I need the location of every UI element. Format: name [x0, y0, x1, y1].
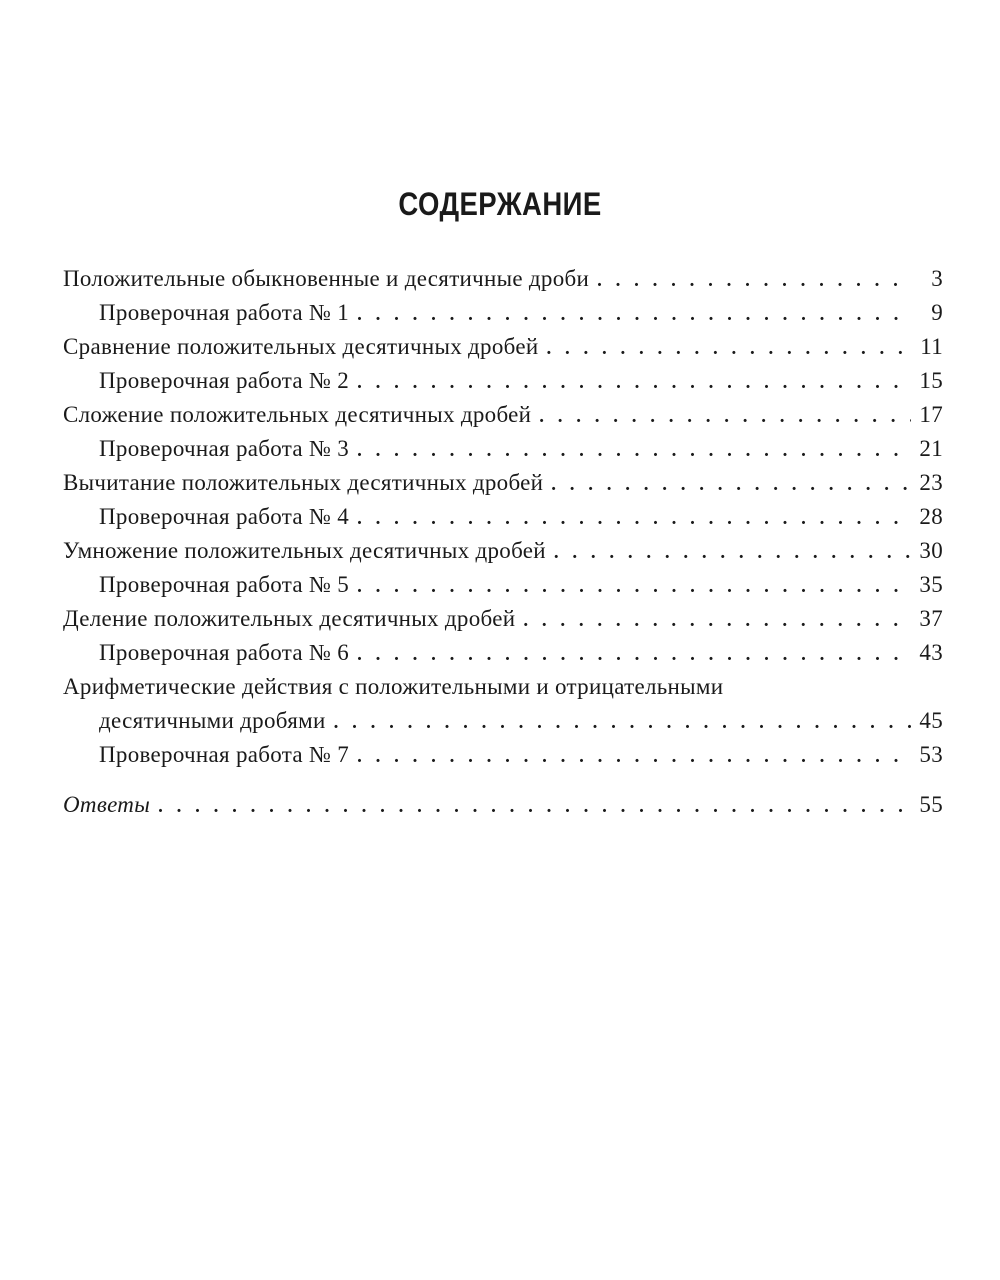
toc-entry-title: Проверочная работа № 4: [99, 504, 350, 529]
dot-leader: [158, 790, 911, 824]
toc-entry-title: Арифметические действия с положительными и отрицательными: [63, 674, 724, 699]
toc-entry: [63, 262, 943, 296]
toc-entry: [63, 602, 943, 636]
toc-entry-title: Сравнение положительных десятичных дробей: [63, 334, 539, 359]
dot-leader: [334, 706, 911, 740]
toc-page-number: 30: [919, 538, 943, 563]
toc-page-number: 23: [919, 470, 943, 495]
toc-entry-title: Умножение положительных десятичных дробей: [63, 538, 546, 563]
dot-leader: [357, 740, 911, 774]
dot-leader: [357, 366, 911, 400]
toc-page-number: 35: [919, 572, 943, 597]
toc-subentry: [63, 364, 943, 398]
dot-leader: [357, 298, 911, 332]
dot-leader: [357, 638, 911, 672]
dot-leader: [546, 332, 911, 366]
toc-page-number: 17: [919, 402, 943, 427]
toc-entry-title: Проверочная работа № 2: [99, 368, 350, 393]
dot-leader: [597, 264, 911, 298]
toc-entry-title: Деление положительных десятичных дробей: [63, 606, 516, 631]
dot-leader: [357, 502, 911, 536]
toc-page-number: 53: [919, 742, 943, 767]
toc-subentry: [63, 568, 943, 602]
toc-page-number: 9: [931, 300, 943, 325]
toc-entry-title: Проверочная работа № 5: [99, 572, 350, 597]
toc-entry-title: Положительные обыкновенные и десятичные дроби: [63, 266, 590, 291]
toc-entry: [63, 534, 943, 568]
toc-subentry: [63, 500, 943, 534]
toc-entry-title: Проверочная работа № 7: [99, 742, 350, 767]
toc-subentry: [63, 738, 943, 772]
toc-page-number: 11: [920, 334, 943, 359]
toc-entry-line1: [63, 670, 943, 704]
toc-page-number: 45: [919, 708, 943, 733]
table-of-contents: [63, 262, 943, 822]
toc-entry: [63, 466, 943, 500]
toc-entry-answers: [63, 788, 943, 822]
toc-entry-title: Ответы: [63, 792, 151, 817]
dot-leader: [539, 400, 911, 434]
toc-entry-line2: [63, 704, 943, 738]
toc-entry-title: Проверочная работа № 6: [99, 640, 350, 665]
toc-page-number: 55: [919, 792, 943, 817]
toc-page-number: 43: [919, 640, 943, 665]
toc-page-number: 21: [919, 436, 943, 461]
dot-leader: [551, 468, 911, 502]
toc-page-number: 28: [919, 504, 943, 529]
toc-entry-title: Проверочная работа № 1: [99, 300, 350, 325]
toc-entry-title: Проверочная работа № 3: [99, 436, 350, 461]
toc-entry-title: Вычитание положительных десятичных дробей: [63, 470, 544, 495]
toc-entry: [63, 330, 943, 364]
toc-subentry: [63, 636, 943, 670]
dot-leader: [554, 536, 911, 570]
toc-page-number: 37: [919, 606, 943, 631]
toc-subentry: [63, 296, 943, 330]
toc-entry-title: Сложение положительных десятичных дробей: [63, 402, 532, 427]
toc-page-number: 3: [931, 266, 943, 291]
toc-entry-title-continued: десятичными дробями: [99, 708, 326, 733]
toc-page-number: 15: [919, 368, 943, 393]
dot-leader: [523, 604, 911, 638]
toc-entry: [63, 398, 943, 432]
dot-leader: [357, 570, 911, 604]
page-title: СОДЕРЖАНИЕ: [398, 186, 602, 222]
toc-subentry: [63, 432, 943, 466]
dot-leader: [357, 434, 911, 468]
